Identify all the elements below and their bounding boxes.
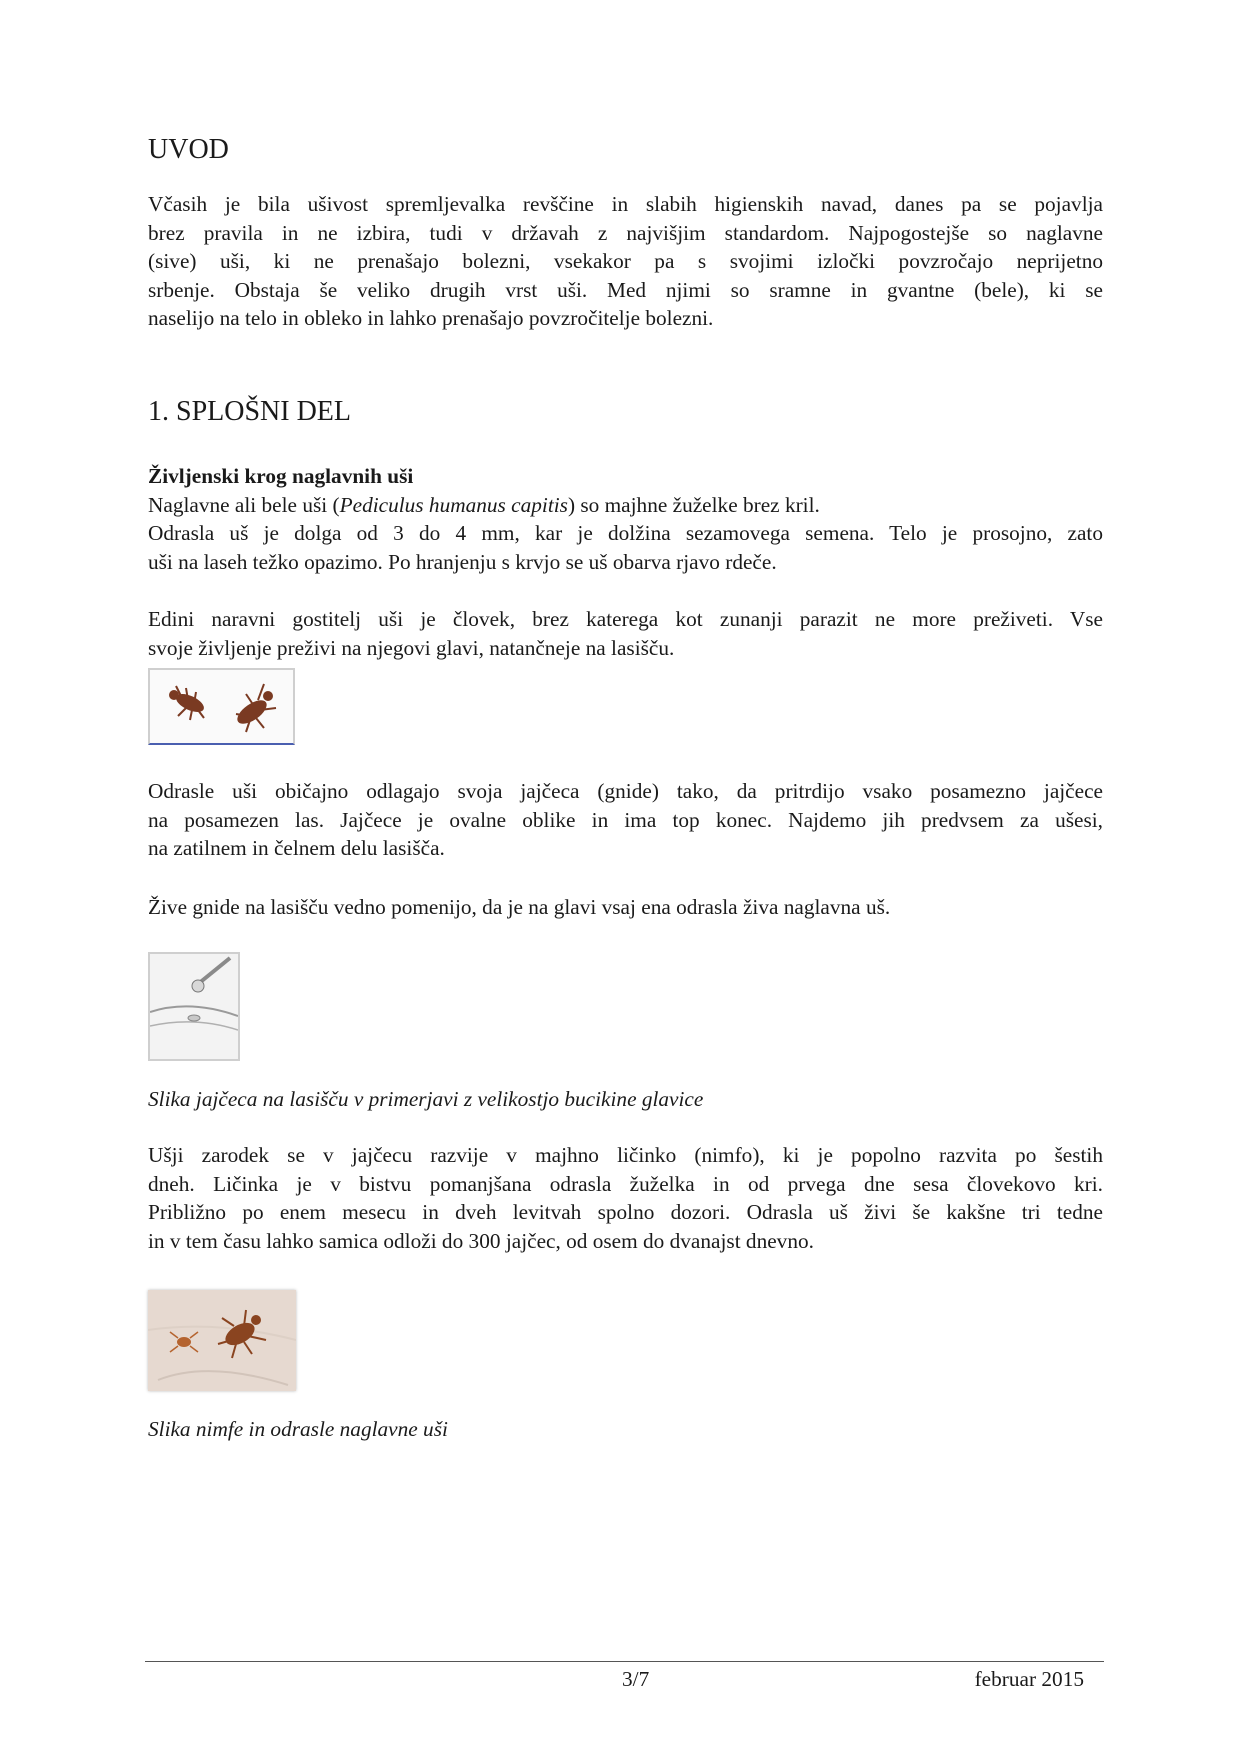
nymph-adult-drawing — [148, 1290, 296, 1391]
text-line: Ušji zarodek se v jajčecu razvije v majhno ličinko (nimfo), ki je popolno razvita po šestih — [148, 1143, 1103, 1167]
lice-image — [148, 668, 295, 745]
nymph-caption: Slika nimfe in odrasle naglavne uši — [148, 1417, 448, 1441]
latin-name: Pediculus humanus capitis — [339, 492, 568, 517]
text-run: Naglavne ali bele uši ( — [148, 492, 340, 517]
page-number: 3/7 — [622, 1667, 650, 1691]
text-line: Odrasle uši običajno odlagajo svoja jajčeca (gnide) tako, da pritrdijo vsako posamezno jajčece — [148, 779, 1103, 803]
text-line: naselijo na telo in obleko in lahko prenašajo povzročitelje bolezni. — [148, 306, 714, 331]
text-line: na zatilnem in čelnem delu lasišča. — [148, 836, 445, 861]
text-line: svoje življenje preživi na njegovi glavi, natančneje na lasišču. — [148, 635, 675, 660]
text-line: na posamezen las. Jajčece je ovalne oblike in ima top konec. Najdemo jih predvsem za ušesi, — [148, 807, 1103, 832]
egg-caption: Slika jajčeca na lasišču v primerjavi z velikostjo bucikine glavice — [148, 1087, 704, 1111]
lifecycle-paragraph — [148, 462, 1103, 576]
nymph-adult-image — [148, 1290, 296, 1391]
host-paragraph — [148, 605, 1103, 662]
footer-divider — [145, 1661, 1104, 1662]
text-line: Odrasla uš je dolga od 3 do 4 mm, kar je dolžina sezamovega semena. Telo je prosojno, zato — [148, 521, 1103, 546]
text-line: Približno po enem mesecu in dveh levitvah spolno dozori. Odrasla uš živi še kakšne tri tedne — [148, 1200, 1103, 1225]
lice-drawing — [150, 670, 293, 743]
footer-date: februar 2015 — [974, 1667, 1084, 1691]
text-line: srbenje. Obstaja še veliko drugih vrst uši. Med njimi so sramne in gvantne (bele), ki se — [148, 277, 1103, 302]
text-line: in v tem času lahko samica odloži do 300 jajčec, od osem do dvanajst dnevno. — [148, 1228, 814, 1253]
section-heading: 1. SPLOŠNI DEL — [148, 396, 352, 427]
text-line: Žive gnide na lasišču vedno pomenijo, da je na glavi vsaj ena odrasla živa naglavna uš. — [148, 895, 891, 919]
intro-heading: UVOD — [148, 134, 229, 165]
text-line — [148, 491, 1103, 520]
text-line: uši na laseh težko opazimo. Po hranjenju s krvjo se uš obarva rjavo rdeče. — [148, 549, 777, 574]
intro-paragraph — [148, 190, 1103, 333]
eggs-paragraph — [148, 777, 1103, 863]
subheading: Življenski krog naglavnih uši — [148, 464, 414, 488]
text-line: (sive) uši, ki ne prenašajo bolezni, vsekakor pa s svojimi izločki povzročajo neprijetno — [148, 249, 1103, 274]
text-line: Edini naravni gostitelj uši je človek, brez katerega kot zunanji parazit ne more preživeti. Vse — [148, 607, 1103, 631]
text-line: Včasih je bila ušivost spremljevalka revščine in slabih higienskih navad, danes pa se pojavlja — [148, 192, 1103, 216]
text-line: dneh. Ličinka je v bistvu pomanjšana odrasla žuželka in od prvega dne sesa človekovo kri. — [148, 1171, 1103, 1196]
egg-on-hair-image — [148, 952, 240, 1061]
nits-paragraph — [148, 893, 1103, 922]
text-run: ) so majhne žuželke brez kril. — [567, 492, 820, 517]
nymph-paragraph — [148, 1141, 1103, 1255]
text-line: brez pravila in ne izbira, tudi v državah z najvišjim standardom. Najpogostejše so naglavne — [148, 220, 1103, 245]
egg-drawing — [150, 954, 238, 1059]
